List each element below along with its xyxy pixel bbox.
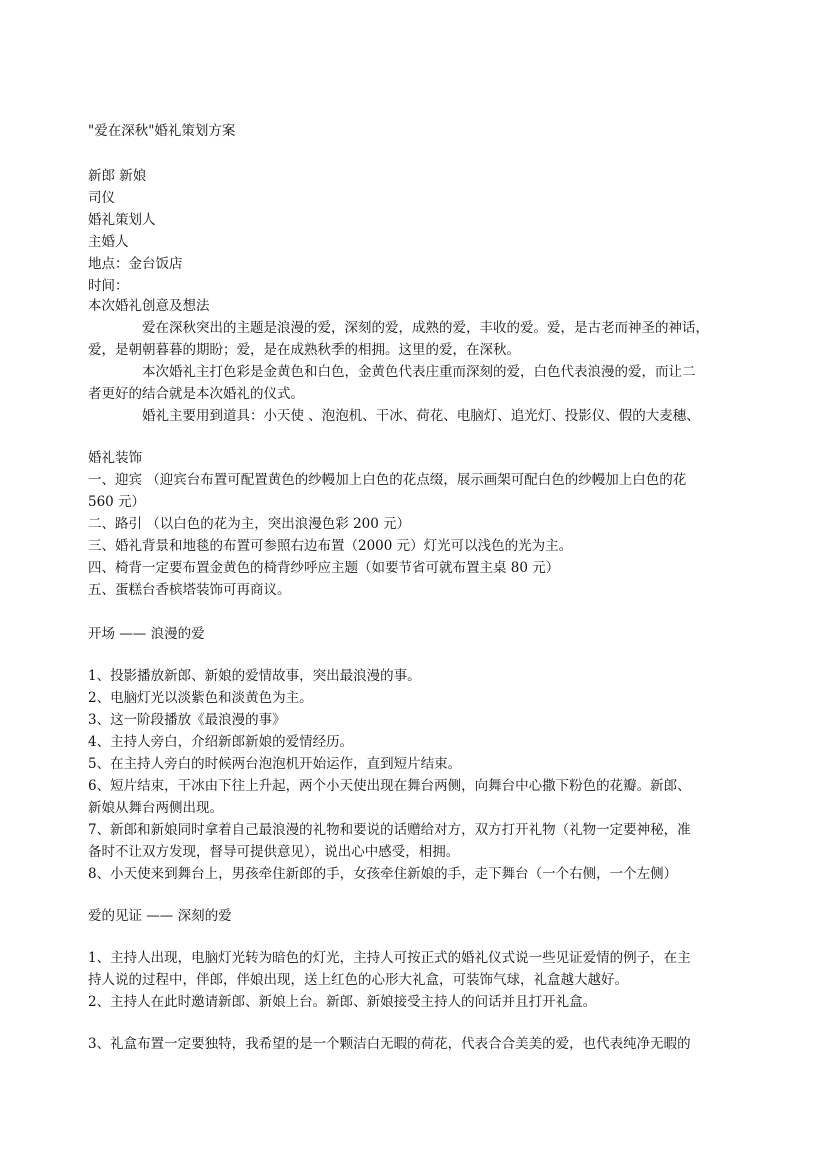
opening-item-2: 2、电脑灯光以淡紫色和淡黄色为主。 <box>88 690 313 706</box>
opening-item-4: 4、主持人旁白，介绍新郎新娘的爱情经历。 <box>88 734 354 750</box>
witness-item-3: 3、礼盒布置一定要独特，我希望的是一个颗洁白无暇的荷花，代表合合美美的爱，也代表纯净无暇的 <box>88 1036 691 1052</box>
time: 时间： <box>88 278 129 294</box>
document-title: "爱在深秋"婚礼策划方案 <box>88 123 236 139</box>
opening-item-5: 5、在主持人旁白的时候两台泡泡机开始运作，直到短片结束。 <box>88 756 462 772</box>
decor-item-1: 一、迎宾 （迎宾台布置可配置黄色的纱幔加上白色的花点缀，展示画架可配白色的纱幔加上白色的花 <box>88 472 687 488</box>
decor-item-5: 五、蛋糕台香槟塔装饰可再商议。 <box>88 582 291 598</box>
location: 地点：金台饭店 <box>88 256 183 272</box>
opening-item-8: 8、小天使来到舞台上，男孩牵住新郎的手，女孩牵住新娘的手，走下舞台（一个右侧，一个左侧） <box>88 866 678 882</box>
decor-item-4: 四、椅背一定要布置金黄色的椅背纱呼应主题（如要节省可就布置主桌 80 元） <box>88 560 560 576</box>
witness-heading: 爱的见证 —— 深刻的爱 <box>88 908 232 924</box>
opening-item-3: 3、这一阶段播放《最浪漫的事》 <box>88 712 286 728</box>
role-mc: 司仪 <box>88 190 115 206</box>
opening-heading: 开场 —— 浪漫的爱 <box>88 626 205 642</box>
creative-props-line: 婚礼主要用到道具：小天使 、泡泡机、干冰、荷花、电脑灯、追光灯、投影仪、假的大麦穗、 <box>142 408 700 424</box>
witness-item-2: 2、主持人在此时邀请新郎、新娘上台。新郎、新娘接受主持人的问话并且打开礼盒。 <box>88 994 597 1010</box>
opening-item-7-cont: 备时不让双方发现，督导可提供意见），说出心中感受，相拥。 <box>88 844 460 860</box>
creative-paragraph-1-line-1: 爱在深秋突出的主题是浪漫的爱，深刻的爱，成熟的爱，丰收的爱。爱，是古老而神圣的神话， <box>142 320 709 336</box>
witness-item-1-cont: 持人说的过程中，伴郎，伴娘出现，送上红色的心形大礼盒，可装饰气球，礼盒越大越好。 <box>88 972 628 988</box>
decor-item-3: 三、婚礼背景和地毯的布置可参照右边布置（2000 元）灯光可以浅色的光为主。 <box>88 538 573 554</box>
opening-item-7: 7、新郎和新娘同时拿着自己最浪漫的礼物和要说的话赠给对方，双方打开礼物（礼物一定要神秘，准 <box>88 822 691 838</box>
creative-heading: 本次婚礼创意及想法 <box>88 298 210 314</box>
witness-item-1: 1、主持人出现，电脑灯光转为暗色的灯光，主持人可按正式的婚礼仪式说一些见证爱情的例子，在主 <box>88 950 691 966</box>
creative-paragraph-2-line-1: 本次婚礼主打色彩是金黄色和白色，金黄色代表庄重而深刻的爱，白色代表浪漫的爱，而让二 <box>142 364 696 380</box>
creative-paragraph-2-line-2: 者更好的结合就是本次婚礼的仪式。 <box>88 386 304 402</box>
creative-paragraph-1-line-2: 爱，是朝朝暮暮的期盼；爱，是在成熟秋季的相拥。这里的爱，在深秋。 <box>88 342 520 358</box>
opening-item-6-cont: 新娘从舞台两侧出现。 <box>88 800 223 816</box>
role-planner: 婚礼策划人 <box>88 212 156 228</box>
decor-heading: 婚礼装饰 <box>88 450 142 466</box>
opening-item-1: 1、投影播放新郎、新娘的爱情故事，突出最浪漫的事。 <box>88 668 421 684</box>
decor-item-1-cont: 560 元） <box>88 494 146 510</box>
role-groom-bride: 新郎 新娘 <box>88 168 147 184</box>
role-officiant: 主婚人 <box>88 234 129 250</box>
decor-item-2: 二、路引 （以白色的花为主，突出浪漫色彩 200 元） <box>88 516 411 532</box>
opening-item-6: 6、短片结束，干冰由下往上升起，两个小天使出现在舞台两侧，向舞台中心撒下粉色的花瓣。新郎、 <box>88 778 691 794</box>
